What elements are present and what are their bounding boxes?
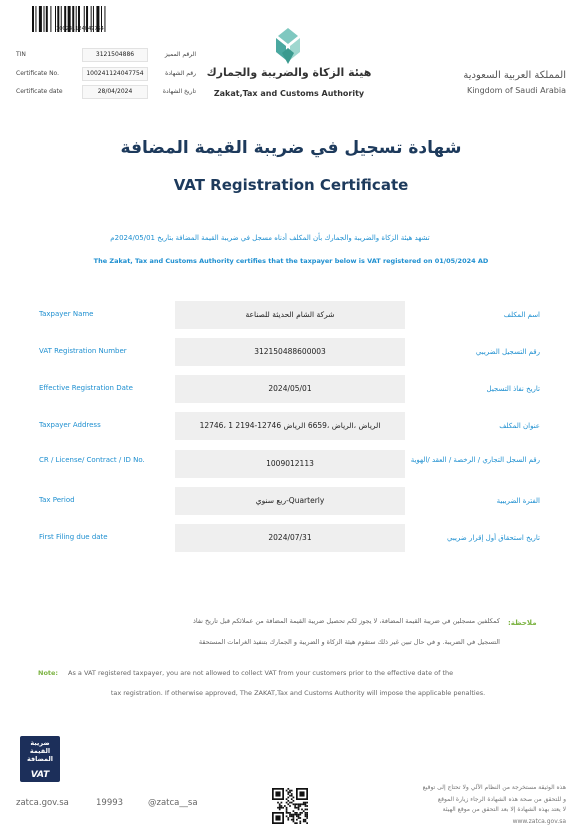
vat-logo-badge: [20, 736, 60, 782]
field-label-ar: تاريخ استحقاق أول إقرار ضريبي: [447, 534, 540, 542]
header-row-tin: [16, 48, 196, 62]
header-label-ar: تاريخ الشهادة: [162, 88, 196, 95]
certificate-title-ar: شهادة تسجيل في ضريبة القيمة المضافة: [120, 138, 462, 158]
field-vat-registration-number: [0, 338, 582, 366]
footer-social-handle[interactable]: @zatca__sa: [148, 798, 198, 808]
header-label-en: Certificate No.: [16, 70, 60, 77]
field-label-ar: الفترة الضريبية: [496, 497, 540, 505]
field-value: 2024/07/31: [175, 524, 405, 552]
field-taxpayer-address: [0, 412, 582, 440]
field-label-ar: عنوان المكلف: [499, 422, 540, 430]
header-row-certificate-date: [16, 85, 196, 99]
field-value: 312150488600003: [175, 338, 405, 366]
field-value: الرياض ،الرياض ،6659 الرياض 12746-2194 1 ،12746: [175, 412, 405, 440]
field-label-en: Tax Period: [39, 496, 75, 504]
field-value: 2024/05/01: [175, 375, 405, 403]
vat-badge-text-en: VAT: [30, 770, 50, 780]
footer-disclaimer-ar: و للتحقق من صحة هذه الشهادة الرجاء زيارة الموقع: [437, 796, 566, 803]
field-value: ربع سنوي-Quarterly: [175, 487, 405, 515]
field-label-ar: تاريخ نفاذ التسجيل: [486, 385, 540, 393]
header-row-certificate-no: [16, 67, 196, 81]
field-label-ar: اسم المكلف: [503, 311, 540, 319]
field-label-en: Taxpayer Name: [39, 310, 94, 318]
note-label-en: Note:: [38, 669, 59, 677]
field-label-ar: رقم التسجيل الضريبي: [475, 348, 540, 356]
field-label-en: VAT Registration Number: [39, 347, 127, 355]
note-label-ar: ملاحظة:: [508, 619, 537, 627]
field-label-en: First Filing due date: [39, 533, 108, 541]
zatca-name-en: Zakat,Tax and Customs Authority: [213, 89, 365, 98]
field-label-en: Taxpayer Address: [39, 421, 101, 429]
field-effective-registration-date: [0, 375, 582, 403]
zatca-logo-icon: [268, 26, 308, 66]
field-taxpayer-name: [0, 301, 582, 329]
certification-statement-ar: تشهد هيئة الزكاة والضريبة والجمارك بأن المكلف أدناه مسجل في ضريبة القيمة المضافة بتاريخ 2024/05/01م: [110, 234, 430, 242]
tin-value: 3121504886: [82, 48, 148, 62]
field-label-en: Effective Registration Date: [39, 384, 133, 392]
footer-disclaimer-ar: هذه الوثيقة مستخرجة من النظام الآلي ولا تحتاج إلى توقيع: [422, 784, 566, 791]
field-label-ar: رقم السجل التجاري / الرخصة / العقد /الهوية: [410, 456, 540, 464]
header-label-ar: الرقم المميز: [164, 51, 196, 58]
qr-code: [272, 788, 308, 824]
footer-phone: 19993: [96, 798, 124, 808]
header-label-en: Certificate date: [16, 88, 63, 95]
ksa-name-ar: المملكة العربية السعودية: [463, 70, 566, 81]
certificate-date-value: 28/04/2024: [82, 85, 148, 99]
field-label-en: CR / License/ Contract / ID No.: [39, 456, 145, 464]
certification-statement-en: The Zakat, Tax and Customs Authority certifies that the taxpayer below is VAT registered on 01/05/2024 AD: [93, 257, 489, 265]
note-text-en: As a VAT registered taxpayer, you are not allowed to collect VAT from your customers prior to the effective date of the: [68, 669, 454, 677]
certificate-title-en: VAT Registration Certificate: [173, 176, 409, 194]
footer-website[interactable]: zatca.gov.sa: [16, 798, 69, 808]
vat-badge-text-ar: ضريبة القيمة المضافة: [26, 739, 54, 763]
field-value: شركة الشام الحديثة للصناعة: [175, 301, 405, 329]
field-value: 1009012113: [175, 450, 405, 478]
barcode-number: 100241124047754: [56, 26, 104, 32]
certificate-no-value: 100241124047754: [82, 67, 148, 81]
note-text-en: tax registration. If otherwise approved, The ZAKAT,Tax and Customs Authority will impose the applicable penalties.: [110, 689, 486, 697]
footer-disclaimer-ar: لا يعتد بهذه الشهادة إلا بعد التحقق من موقع الهيئة: [442, 806, 566, 813]
field-first-filing-due-date: [0, 524, 582, 552]
ksa-name-en: Kingdom of Saudi Arabia: [467, 86, 566, 95]
note-text-ar: التسجيل في الضريبة. و في حال تبين غير ذلك ستقوم هيئة الزكاة و الضريبة و الجمارك بتنفيذ الغرامات المستحقة: [198, 638, 500, 646]
footer-url[interactable]: www.zatca.gov.sa: [512, 818, 566, 825]
zatca-name-ar: هيئة الزكاة والضريبة والجمارك: [206, 66, 372, 79]
note-text-ar: كمكلفين مسجلين في ضريبة القيمة المضافة، لا يجوز لكم تحصيل ضريبة القيمة المضافة من عملائكم قبل تاريخ نفاذ: [192, 617, 500, 625]
field-cr-license-id: [0, 450, 582, 478]
field-tax-period: [0, 487, 582, 515]
header-label-ar: رقم الشهادة: [165, 70, 196, 77]
header-label-en: TIN: [16, 51, 26, 58]
